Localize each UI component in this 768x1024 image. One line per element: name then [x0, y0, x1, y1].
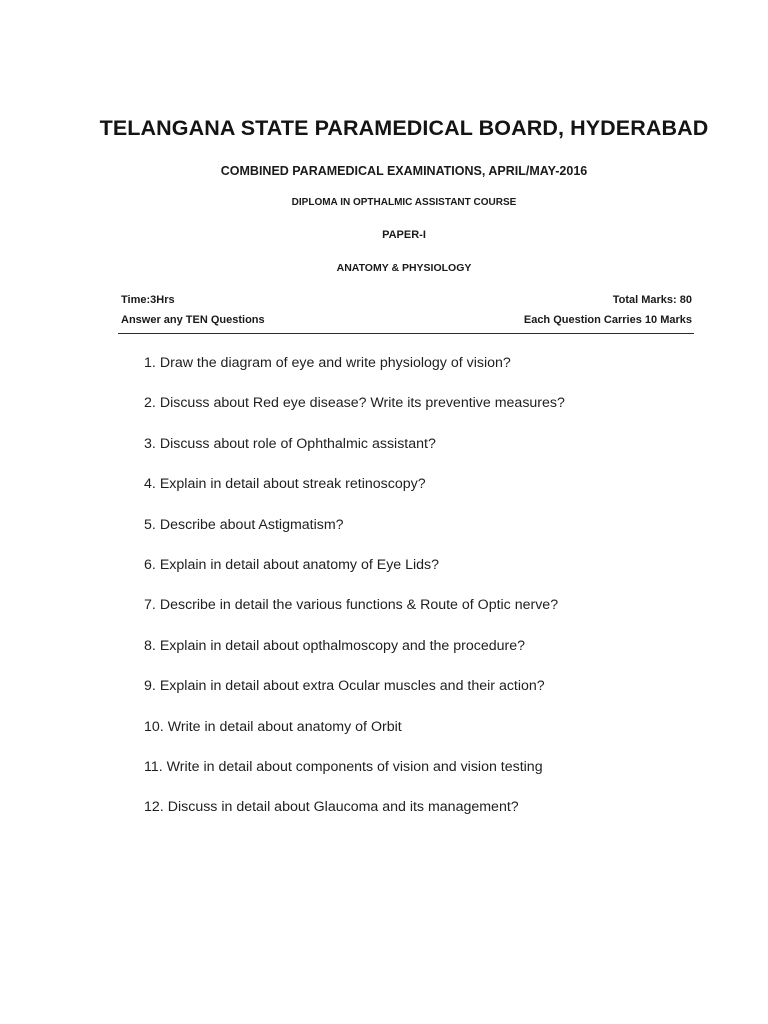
question-number: 9. [144, 678, 156, 695]
question-text: Draw the diagram of eye and write physiology of vision? [159, 355, 511, 371]
question-text: Describe about Astigmatism? [159, 516, 344, 533]
question-number: 7. [144, 597, 156, 614]
question-item [144, 514, 565, 554]
question-item [144, 756, 565, 796]
question-number: 6. [144, 556, 156, 573]
question-number: 4. [144, 476, 156, 493]
header-divider [118, 333, 694, 334]
instruction: Answer any TEN Questions [121, 314, 265, 326]
question-text: Describe in detail the various functions & Route of Optic nerve? [159, 597, 559, 614]
question-number: 11. [144, 758, 163, 775]
exam-title: COMBINED PARAMEDICAL EXAMINATIONS, APRIL/MAY-2016 [220, 164, 588, 178]
subject-title: ANATOMY & PHYSIOLOGY [336, 262, 472, 274]
question-number: 3. [144, 435, 156, 452]
question-item [144, 635, 565, 675]
question-number: 8. [144, 637, 156, 654]
question-item [144, 554, 565, 594]
question-item [144, 594, 565, 634]
marks-per-question: Each Question Carries 10 Marks [523, 314, 692, 326]
question-number: 5. [144, 516, 156, 533]
question-text: Explain in detail about anatomy of Eye Lids? [159, 556, 440, 573]
question-text: Discuss about Red eye disease? Write its preventive measures? [159, 395, 565, 412]
question-item [144, 352, 565, 392]
question-text: Discuss in detail about Glaucoma and its management? [167, 799, 519, 816]
question-number: 10. [144, 718, 164, 735]
question-text: Write in detail about anatomy of Orbit [167, 718, 402, 735]
question-item [144, 433, 565, 473]
question-text: Write in detail about components of vision and vision testing [166, 758, 543, 775]
question-text: Explain in detail about extra Ocular muscles and their action? [159, 678, 545, 695]
question-item [144, 473, 565, 513]
question-list [144, 352, 565, 837]
question-text: Discuss about role of Ophthalmic assistant? [159, 435, 436, 452]
question-item [144, 716, 565, 756]
time-allowed: Time:3Hrs [121, 294, 175, 306]
paper-number: PAPER-I [382, 229, 426, 241]
question-item [144, 392, 565, 432]
board-title: TELANGANA STATE PARAMEDICAL BOARD, HYDERABAD [99, 116, 709, 140]
question-item [144, 796, 565, 836]
question-number: 2. [144, 395, 156, 412]
total-marks: Total Marks: 80 [612, 294, 692, 306]
question-number: 12. [144, 799, 164, 816]
question-text: Explain in detail about opthalmoscopy and the procedure? [159, 637, 526, 654]
course-title: DIPLOMA IN OPTHALMIC ASSISTANT COURSE [291, 197, 517, 208]
question-item [144, 675, 565, 715]
question-number: 1. [144, 355, 156, 371]
question-text: Explain in detail about streak retinoscopy? [159, 476, 426, 493]
